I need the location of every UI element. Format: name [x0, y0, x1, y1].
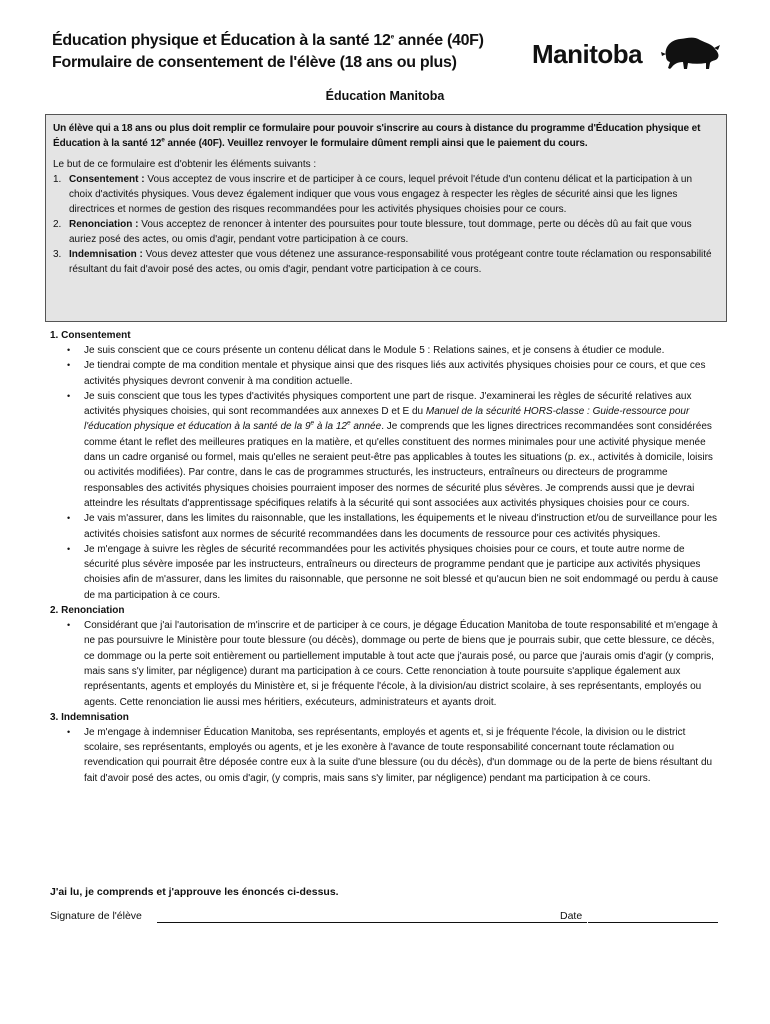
intro-box [45, 114, 727, 322]
list-item: • Je vais m'assurer, dans les limites du raisonnable, que les installations, les équipements et le niveau d'instruction et/ou de surveillance pour les activités choisies satisfont aux normes de sécurité recommandées dans les documents de ressource pour ces activités physiques. [67, 513, 718, 540]
date-label: Date [560, 910, 583, 922]
form-body [50, 328, 722, 786]
list-item: 2. Renonciation : Vous acceptez de renoncer à intenter des poursuites pour toute blessure, tout dommage, perte ou décès dû au fait que vous auriez posé des actes, ou omis d'agir, pendant votre participation à ce cours. [53, 219, 692, 245]
signature-label: Signature de l'élève [50, 910, 142, 922]
section-title-indemnisation: 3. Indemnisation [50, 711, 129, 723]
intro-purpose: Le but de ce formulaire est d'obtenir les éléments suivants : [53, 159, 317, 170]
section-title-consentement: 1. Consentement [50, 330, 131, 341]
list-item: • Je m'engage à suivre les règles de sécurité recommandées pour les activités physiques choisies pour ce cours, et toute autre norme de sécurité plus sévère imposée par les instructeurs, entraîneurs ou directeurs de programme pendant que je participe aux activités physiques choisies afin de m'assurer, dans les limites du raisonnable, que personne ne soit blessé et qu'aucun bien ne soit endommagé ou perdu à cause de ma participation à ce cours. [67, 543, 719, 601]
document-title-line1: Éducation physique et Éducation à la santé 12e année (40F) [52, 32, 484, 49]
section-title-renonciation: 2. Renonciation [50, 605, 125, 617]
intro-lead: Un élève qui a 18 ans ou plus doit remplir ce formulaire pour pouvoir s'inscrire au cours à distance du programme d'Éducation physique et Éducation à la santé 12e année (40F). Veuillez renvoyer le formulaire dûment rempli ainsi que le paiement du cours. [53, 123, 701, 149]
ministry-subtitle: Éducation Manitoba [325, 89, 445, 103]
indemnity-list [50, 725, 722, 786]
list-item: 3. Indemnisation : Vous devez attester que vous détenez une assurance-responsabilité vous protégeant contre toute réclamation ou responsabilité résultant du fait d'avoir posé des actes, ou omis d'agir, pendant votre participation à ce cours. [53, 249, 712, 275]
document-title-line2: Formulaire de consentement de l'élève (18 ans ou plus) [52, 54, 457, 71]
signature-field[interactable] [157, 922, 587, 923]
agreement-statement: J'ai lu, je comprends et j'approuve les énoncés ci-dessus. [50, 886, 339, 898]
waiver-list [50, 618, 722, 710]
consent-list [50, 343, 722, 603]
list-item: • Je suis conscient que ce cours présente un contenu délicat dans le Module 5 : Relations saines, et je consens à étudier ce module. [67, 345, 665, 356]
manitoba-logo: Manitoba [532, 34, 722, 74]
signature-row [50, 909, 720, 925]
intro-list [53, 172, 718, 277]
document-header [52, 30, 722, 80]
list-item: 1. Consentement : Vous acceptez de vous inscrire et de participer à ce cours, lequel prévoit l'étude d'un contenu délicat et la participation à un choix d'activités physiques. Vous devez également indiquer que vous vous engagez à respecter les règles de sécurité ainsi que les lignes directrices et normes de gestion des risques recommandées pour les activités physiques choisies pour ce cours. [53, 174, 693, 215]
list-item: • Considérant que j'ai l'autorisation de m'inscrire et de participer à ce cours, je dégage Éducation Manitoba de toute responsabilité et m'engage à ne pas poursuivre le Ministère pour toute blessure (ou décès), dommage ou perte de biens que je pourrais subir, que cette blessure, ce décès, ce dommage ou la perte soit entièrement ou partiellement imputable à tout acte que j'aurais posé, ou parce que j'aurais omis d'agir (y compris, mais sans s'y limiter, par négligence) durant ma participation à ce cours. Cette renonciation à toute poursuite s'applique également aux représentants, agents et employés du Ministère et, si je fréquente l'école, à la division/au district scolaire, à ses représentants, employés ou agents. Cette renonciation lie aussi mes héritiers, exécuteurs, administrateurs et ayants droit. [67, 620, 718, 708]
manual-citation: Manuel de la sécurité HORS-classe : Guide-ressource pour l'éducation physique et éducation à la santé de la 9e à la 12e année [84, 406, 690, 433]
list-item: • Je suis conscient que tous les types d'activités physiques comportent une part de risque. J'examinerai les règles de sécurité relatives aux activités physiques choisies, qui sont recommandées aux annexes D et E du Manuel de la sécurité HORS-classe : Guide-ressource pour l'éducation physique et éducation à la santé de la 9e à la 12e année. Je comprends que les lignes directrices recommandées sont considérées comme étant le reflet des meilleures pratiques en la matière, et qu'elles constituent des normes minimales pour une activité physique menée dans un cadre organisé ou formel, mais qu'elles ne seraient peut-être pas applicables à toutes les situations (p. ex., activités à domicile, loisirs ou activités modifiées). Par contre, dans le cas de programmes structurés, les instructeurs, entraîneurs ou directeurs de programme responsables des activités physiques choisies pourraient imposer des normes de sécurité plus sévères. Je comprends aussi que je devrai atteindre les résultats d'apprentissage spécifiques relatifs à la sécurité qui sont associées aux activités physiques choisies pour ce cours. [67, 390, 713, 509]
list-item: • Je m'engage à indemniser Éducation Manitoba, ses représentants, employés et agents et, si je fréquente l'école, la division ou le district scolaire, ses représentants, employés ou agents, et je les exonère à l'avance de toute responsabilité concernant toute réclamation ou revendication qui pourrait être déposée contre eux à la suite d'une blessure (ou du décès), d'un dommage ou de la perte de biens résultant du fait d'avoir posé des actes, ou omis d'agir, (y compris, mais sans s'y limiter, par négligence) pendant ma participation à ce cours. [67, 726, 713, 784]
bison-icon [660, 34, 722, 72]
date-field[interactable] [588, 922, 718, 923]
list-item: • Je tiendrai compte de ma condition mentale et physique ainsi que des risques liés aux activités physiques choisies pour ce cours, et que ces activités physiques devront convenir à ma condition actuelle. [67, 360, 706, 387]
